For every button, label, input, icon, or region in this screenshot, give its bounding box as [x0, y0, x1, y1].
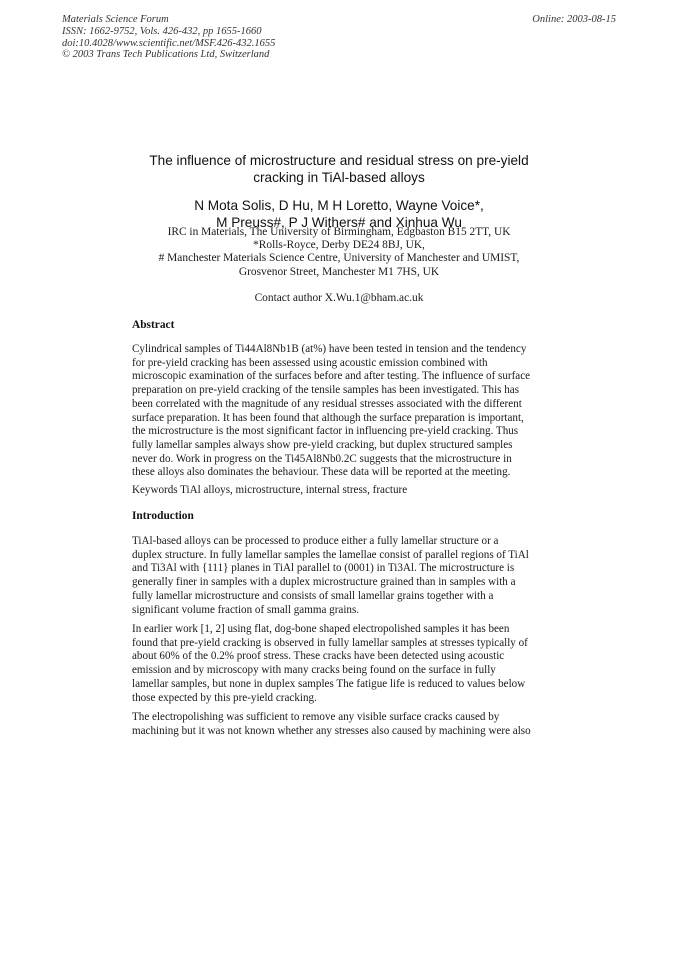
author-line: M Preuss#, P J Withers# and Xinhua Wu: [216, 214, 462, 230]
introduction-heading: Introduction: [132, 510, 194, 522]
online-date: Online: 2003-08-15: [532, 14, 616, 25]
title-line: The influence of microstructure and residual stress on pre-yield: [149, 153, 529, 168]
abstract-line: the microstructure is the most significant factor in influencing pre-yield cracking. Thus: [132, 425, 519, 438]
body-line: In earlier work [1, 2] using flat, dog-bone shaped electropolished samples it has been: [132, 623, 510, 635]
abstract-line: Cylindrical samples of Ti44Al8Nb1B (at%) have been tested in tension and the tendency: [132, 343, 527, 355]
introduction-paragraph-3: [132, 711, 531, 738]
affiliations: [112, 226, 566, 279]
introduction-paragraph-2: [132, 623, 528, 705]
abstract-line: preparation on pre-yield cracking of the tensile samples has been investigated. This has: [132, 384, 520, 397]
abstract-heading: Abstract: [132, 319, 175, 331]
abstract-body: [132, 343, 531, 480]
issn-line: ISSN: 1662-9752, Vols. 426-432, pp 1655-1660: [62, 25, 262, 37]
abstract-line: fully lamellar samples always show pre-yield cracking, but duplex structured samples: [132, 438, 513, 451]
body-line: about 60% of the 0.2% proof stress. These cracks have been detected using acoustic: [132, 650, 505, 663]
title-line: cracking in TiAl-based alloys: [253, 169, 425, 185]
paper-title: [112, 153, 566, 186]
contact-author: Contact author X.Wu.1@bham.ac.uk: [254, 292, 424, 304]
introduction-paragraph-1: [132, 535, 528, 617]
affiliation-line: *Rolls-Royce, Derby DE24 8BJ, UK,: [253, 239, 425, 252]
body-line: and Ti3Al with {111} planes in TiAl parallel to (0001) in Ti3Al. The microstructure is: [132, 562, 515, 575]
body-line: generally finer in samples with a duplex microstructure grained than in samples with a: [132, 576, 516, 589]
abstract-line: never do. Work in progress on the Ti45Al8Nb0.2C suggests that the microstructure in: [132, 452, 512, 465]
body-line: emission and by microscopy with many cracks being found on the surface in fully: [132, 664, 496, 677]
affiliation-line: # Manchester Materials Science Centre, University of Manchester and UMIST,: [158, 252, 520, 265]
body-line: significant volume fraction of small gamma grains.: [132, 603, 360, 616]
body-line: those expected by this pre-yield cracking.: [132, 691, 317, 704]
abstract-line: for pre-yield cracking has been assessed using acoustic emission combined with: [132, 356, 488, 369]
body-line: found that pre-yield cracking is observed in fully lamellar samples at stresses typically of: [132, 636, 528, 649]
body-line: fully lamellar microstructure and consists of small lamellar grains together with a: [132, 589, 494, 602]
body-line: lamellar samples, but none in duplex samples The fatigue life is reduced to values below: [132, 677, 526, 690]
doi-line[interactable]: doi:10.4028/www.scientific.net/MSF.426-432.1655: [62, 37, 276, 49]
abstract-line: microscopic examination of the surfaces before and after testing. The influence of surface: [132, 370, 531, 383]
author-line: N Mota Solis, D Hu, M H Loretto, Wayne Voice*,: [194, 198, 484, 213]
affiliation-line: IRC in Materials, The University of Birmingham, Edgbaston B15 2TT, UK: [167, 226, 511, 238]
copyright-line: © 2003 Trans Tech Publications Ltd, Switzerland: [62, 49, 270, 61]
journal-name: Materials Science Forum: [62, 14, 169, 25]
keywords: Keywords TiAl alloys, microstructure, internal stress, fracture: [132, 484, 408, 496]
body-line: machining but it was not known whether any stresses also caused by machining were also: [132, 724, 531, 737]
abstract-line: these alloys also dominates the behaviour. These data will be reported at the meeting.: [132, 466, 511, 479]
abstract-line: surface preparation. It has been found that although the surface preparation is important,: [132, 411, 524, 424]
abstract-line: been correlated with the magnitude of any residual stresses associated with the different: [132, 397, 522, 410]
body-line: duplex structure. In fully lamellar samples the lamellae consist of parallel regions of TiAl: [132, 548, 529, 561]
journal-header: [62, 14, 275, 61]
body-line: The electropolishing was sufficient to remove any visible surface cracks caused by: [132, 711, 500, 723]
affiliation-line: Grosvenor Street, Manchester M1 7HS, UK: [238, 265, 440, 278]
body-line: TiAl-based alloys can be processed to produce either a fully lamellar structure or a: [132, 535, 499, 547]
